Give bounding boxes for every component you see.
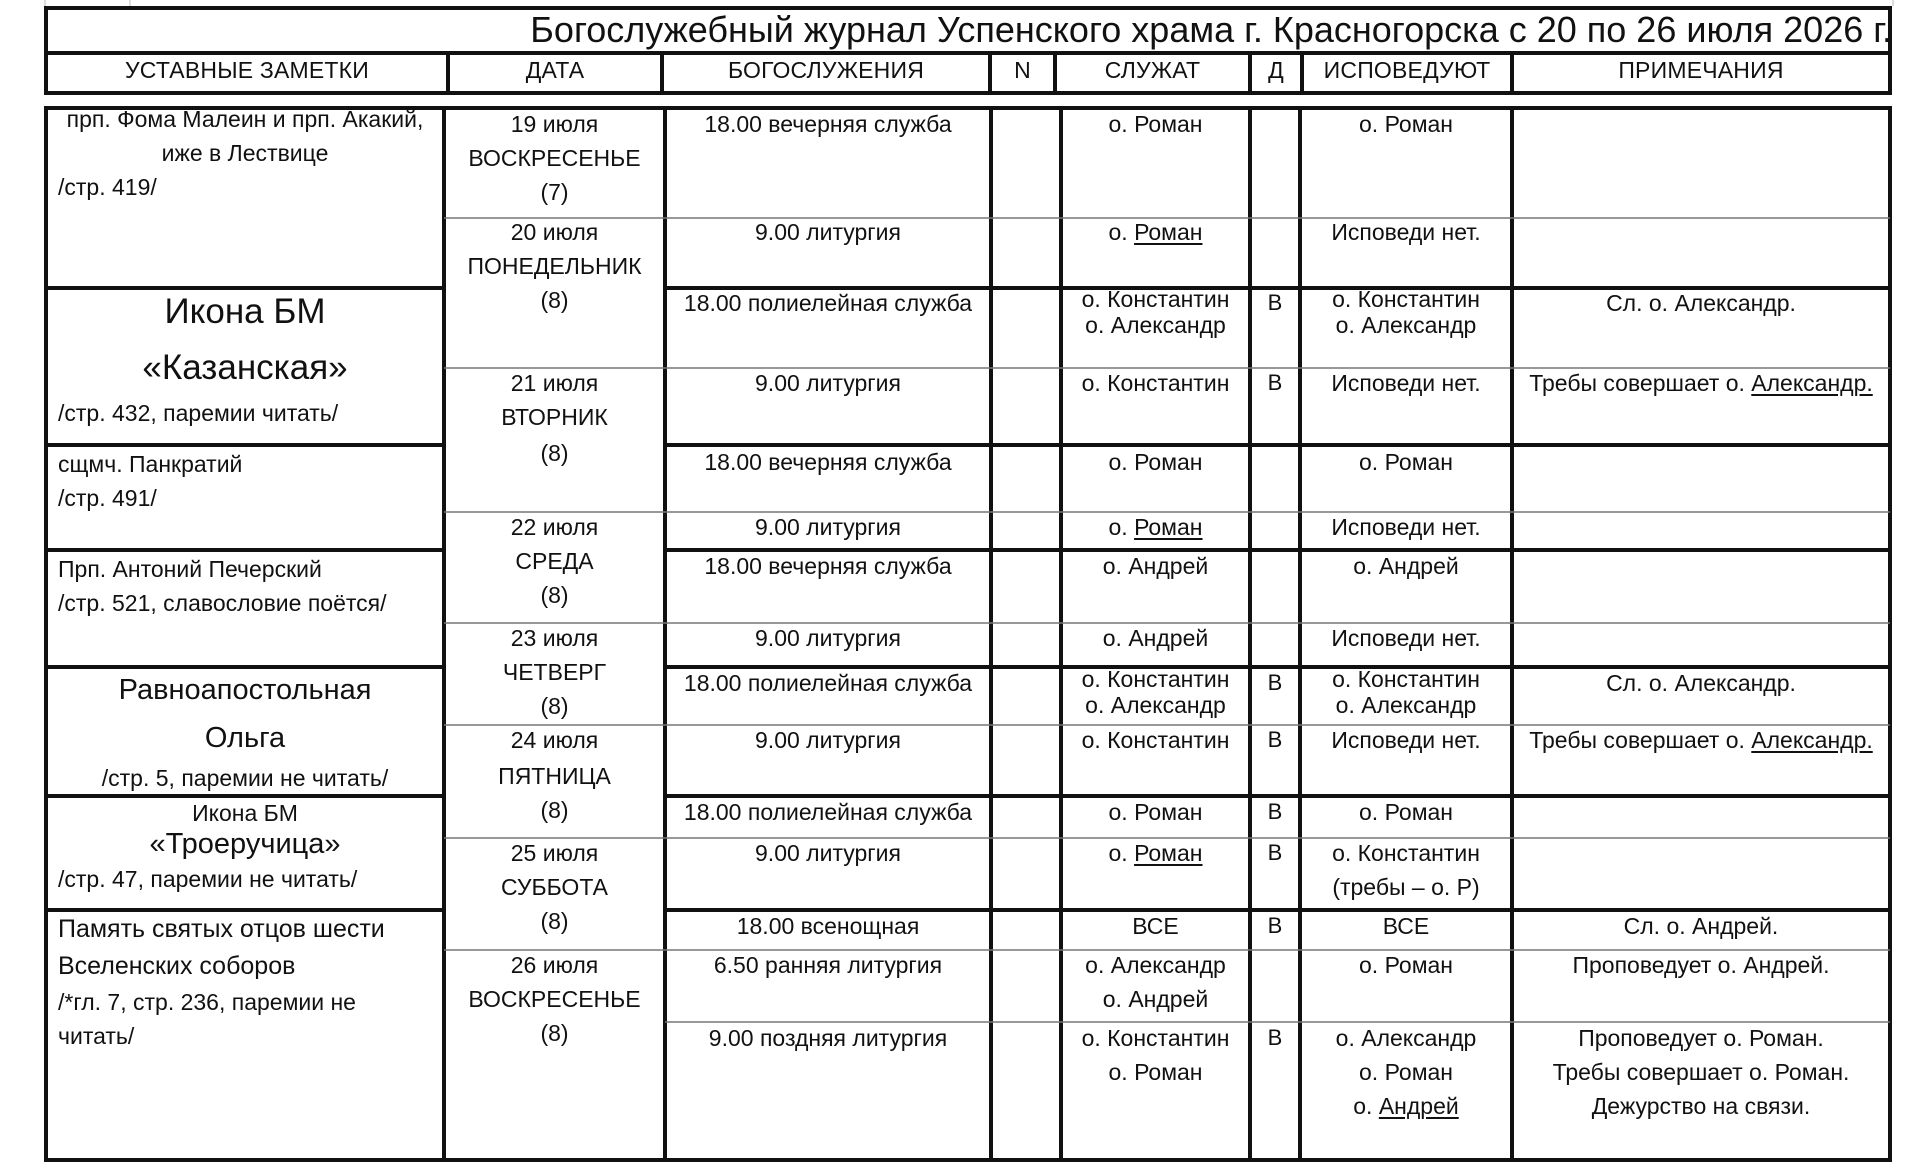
date-tone: (8): [540, 1020, 569, 1046]
service-name: 6.50 ранняя литургия: [713, 952, 943, 978]
serving-priest: о. Андрей: [1102, 986, 1209, 1012]
confessor: о. Роман: [1359, 449, 1453, 475]
date-weekday: ПОНЕДЕЛЬНИК: [467, 253, 642, 279]
serving-priest: о. Роман: [1108, 514, 1203, 540]
date-day: 19 июля: [510, 111, 599, 137]
note-line: /стр. 491/: [58, 485, 157, 511]
note-line: /стр. 5, паремии не читать/: [101, 765, 389, 791]
confessor: (требы – о. Р): [1332, 874, 1480, 900]
confessor: о. Роман: [1359, 111, 1453, 137]
service-name: 18.00 всенощная: [736, 913, 920, 939]
note-line: читать/: [58, 1023, 135, 1049]
d-mark: В: [1267, 290, 1283, 315]
serving-priest: о. Роман: [1108, 219, 1203, 245]
date-tone: (8): [540, 908, 569, 934]
date-tone: (7): [540, 179, 569, 205]
date-tone: (8): [540, 797, 569, 823]
confessor: о. Константин: [1332, 840, 1480, 866]
date-tone: (8): [540, 287, 569, 313]
service-name: 18.00 полиелейная служба: [683, 290, 973, 316]
confessor: о. Роман: [1359, 1059, 1453, 1085]
service-name: 9.00 литургия: [755, 727, 901, 753]
serving-priest: о. Константин: [1081, 666, 1230, 692]
date-weekday: ВОСКРЕСЕНЬЕ: [468, 145, 641, 171]
col-header-serving: СЛУЖАТ: [1104, 57, 1201, 83]
remark: Проповедует о. Роман.: [1578, 1025, 1824, 1051]
note-heading: Икона БМ: [164, 292, 326, 331]
service-name: 18.00 вечерняя служба: [704, 449, 952, 475]
serving-priest: о. Константин: [1081, 1025, 1230, 1051]
service-name: 18.00 вечерняя служба: [704, 111, 952, 137]
serving-priest: о. Роман: [1108, 840, 1203, 866]
remark: Дежурство на связи.: [1591, 1093, 1811, 1119]
note-line: /стр. 432, паремии читать/: [58, 400, 339, 426]
date-weekday: СУББОТА: [501, 874, 608, 900]
serving-priest: о. Александр: [1085, 692, 1226, 718]
date-tone: (8): [540, 582, 569, 608]
serving-priest: о. Константин: [1081, 286, 1230, 312]
note-line: Икона БМ: [192, 800, 298, 826]
date-day: 22 июля: [510, 514, 599, 540]
note-line: /стр. 47, паремии не читать/: [58, 866, 358, 892]
service-name: 18.00 полиелейная служба: [683, 799, 973, 825]
col-header-date: ДАТА: [525, 57, 585, 83]
remark: Требы совершает о. Александр.: [1529, 370, 1873, 396]
note-line: /стр. 419/: [58, 174, 157, 200]
confessor: Исповеди нет.: [1331, 219, 1481, 245]
journal-title: Богослужебный журнал Успенского храма г. Красногорска с 20 по 26 июля 2026 г.: [530, 9, 1892, 50]
d-mark: В: [1267, 727, 1283, 752]
note-heading: Ольга: [204, 722, 286, 754]
serving-priest: о. Роман: [1108, 799, 1203, 825]
service-name: 9.00 литургия: [755, 840, 901, 866]
note-line: /стр. 521, славословие поётся/: [58, 590, 387, 616]
col-header-d: Д: [1268, 57, 1284, 83]
serving-priest: о. Александр: [1085, 952, 1226, 978]
remark: Сл. о. Андрей.: [1623, 913, 1779, 939]
serving-priest: о. Роман: [1108, 449, 1203, 475]
date-tone: (8): [540, 693, 569, 719]
serving-priest: ВСЕ: [1132, 913, 1179, 939]
note-heading: «Казанская»: [142, 348, 348, 387]
serving-priest: о. Константин: [1081, 727, 1230, 753]
confessor: Исповеди нет.: [1331, 370, 1481, 396]
serving-priest: о. Константин: [1081, 370, 1230, 396]
date-day: 21 июля: [510, 370, 599, 396]
note-heading: Равноапостольная: [118, 674, 372, 706]
note-line: Прп. Антоний Печерский: [58, 556, 322, 582]
d-mark: В: [1267, 913, 1283, 938]
service-name: 9.00 поздняя литургия: [708, 1025, 948, 1051]
date-day: 24 июля: [510, 727, 599, 753]
remark: Сл. о. Александр.: [1606, 670, 1796, 696]
date-day: 26 июля: [510, 952, 599, 978]
date-weekday: ВОСКРЕСЕНЬЕ: [468, 986, 641, 1012]
service-name: 9.00 литургия: [755, 625, 901, 651]
note-line: сщмч. Панкратий: [58, 451, 243, 477]
date-weekday: ЧЕТВЕРГ: [502, 659, 607, 685]
confessor: о. Роман: [1359, 799, 1453, 825]
confessor: о. Константин: [1332, 666, 1480, 692]
service-name: 9.00 литургия: [755, 219, 901, 245]
confessor: ВСЕ: [1382, 913, 1430, 939]
d-mark: В: [1267, 370, 1283, 395]
date-weekday: СРЕДА: [515, 548, 594, 574]
d-mark: В: [1267, 799, 1283, 824]
confessor: Исповеди нет.: [1331, 727, 1481, 753]
service-name: 18.00 вечерняя служба: [704, 553, 952, 579]
serving-priest: о. Андрей: [1102, 625, 1209, 651]
confessor: Исповеди нет.: [1331, 625, 1481, 651]
confessor: о. Александр: [1335, 312, 1477, 338]
date-day: 25 июля: [510, 840, 599, 866]
service-name: 9.00 литургия: [755, 370, 901, 396]
note-line: иже в Лествице: [161, 140, 329, 166]
service-name: 9.00 литургия: [755, 514, 901, 540]
confessor: о. Константин: [1332, 286, 1480, 312]
col-header-confess: ИСПОВЕДУЮТ: [1323, 57, 1491, 83]
date-weekday: ПЯТНИЦА: [498, 763, 611, 789]
col-header-notes: УСТАВНЫЕ ЗАМЕТКИ: [124, 57, 370, 83]
confessor: о. Александр: [1335, 1025, 1477, 1051]
d-mark: В: [1267, 670, 1283, 695]
date-weekday: ВТОРНИК: [501, 404, 608, 430]
serving-priest: о. Роман: [1108, 1059, 1203, 1085]
note-heading: «Троеручица»: [149, 828, 341, 860]
confessor: о. Андрей: [1353, 553, 1459, 579]
serving-priest: о. Роман: [1108, 111, 1203, 137]
date-day: 20 июля: [510, 219, 599, 245]
remark: Требы совершает о. Роман.: [1552, 1059, 1850, 1085]
serving-priest: о. Андрей: [1102, 553, 1209, 579]
confessor: Исповеди нет.: [1331, 514, 1481, 540]
serving-priest: о. Александр: [1085, 312, 1226, 338]
confessor: о. Андрей: [1353, 1093, 1459, 1119]
remark: Сл. о. Александр.: [1606, 290, 1796, 316]
note-line: Память святых отцов шести: [58, 915, 385, 943]
remark: Требы совершает о. Александр.: [1529, 727, 1873, 753]
note-line: /*гл. 7, стр. 236, паремии не: [58, 989, 356, 1015]
col-header-service: БОГОСЛУЖЕНИЯ: [727, 57, 925, 83]
d-mark: В: [1267, 1025, 1283, 1050]
note-line: прп. Фома Малеин и прп. Акакий,: [66, 106, 424, 132]
confessor: о. Роман: [1359, 952, 1453, 978]
date-day: 23 июля: [510, 625, 599, 651]
service-name: 18.00 полиелейная служба: [683, 670, 973, 696]
date-tone: (8): [540, 440, 569, 466]
d-mark: В: [1267, 840, 1283, 865]
note-line: Вселенских соборов: [58, 952, 296, 980]
remark: Проповедует о. Андрей.: [1572, 952, 1830, 978]
col-header-remarks: ПРИМЕЧАНИЯ: [1618, 57, 1784, 83]
col-header-n: N: [1014, 57, 1031, 83]
confessor: о. Александр: [1335, 692, 1477, 718]
